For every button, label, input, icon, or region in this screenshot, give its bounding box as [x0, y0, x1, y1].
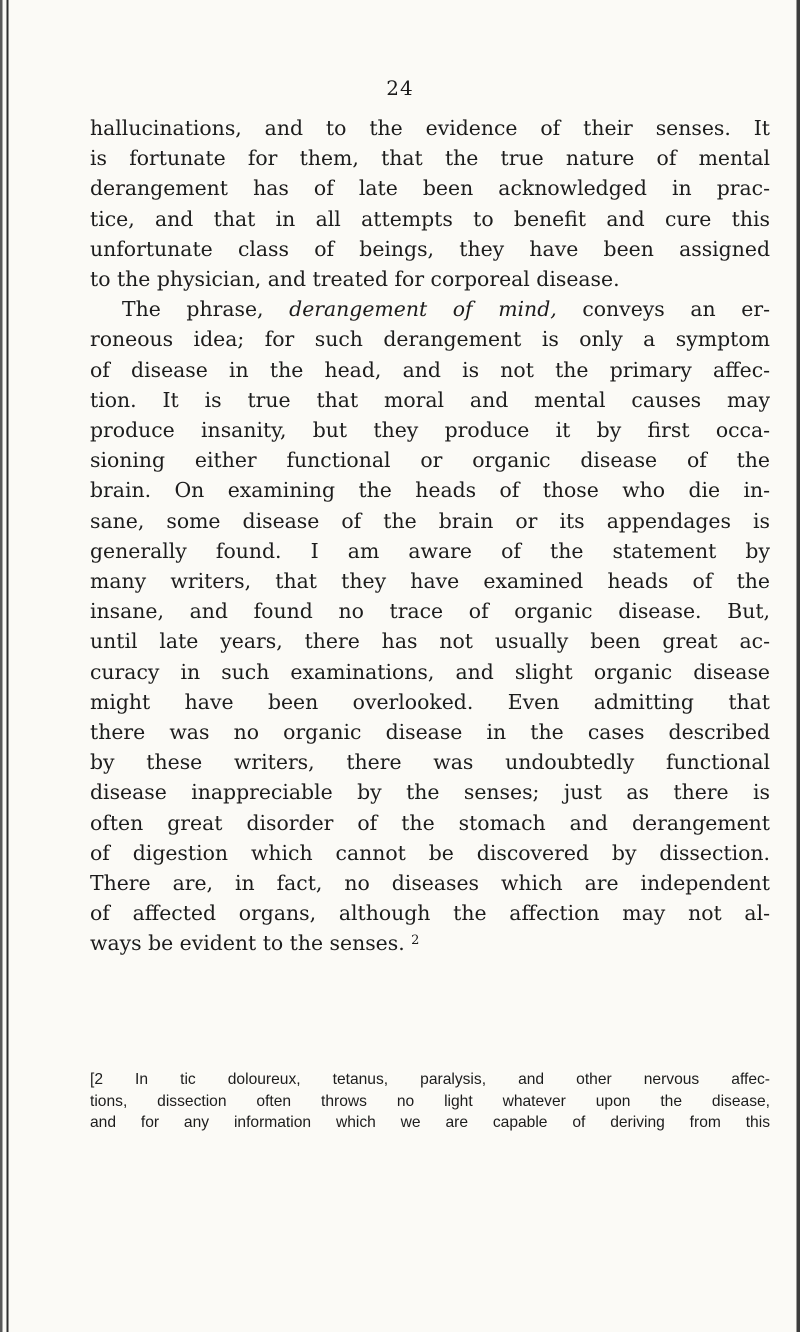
text-line: many writers, that they have examined heads of the [90, 569, 770, 594]
text-line: of disease in the head, and is not the primary affec- [90, 357, 770, 382]
text-fragment: The phrase, [122, 297, 290, 322]
page-number: 24 [386, 76, 414, 100]
text-line: there was no organic disease in the cases described [90, 720, 770, 745]
footnote-line: [2 In tic doloureux, tetanus, paralysis, and other nervous affec- [90, 1071, 770, 1088]
text-line: roneous idea; for such derangement is only a symptom [90, 327, 770, 352]
text-line: tice, and that in all attempts to benefit and cure this [90, 206, 770, 231]
footnote-reference: 2 [411, 933, 420, 949]
text-line: disease inappreciable by the senses; just as there is [90, 780, 770, 805]
text-line: of affected organs, although the affection may not al- [90, 901, 770, 926]
footnote-line: and for any information which we are capable of deriving from this [90, 1114, 770, 1131]
text-line: curacy in such examinations, and slight organic disease [90, 659, 770, 684]
text-line: produce insanity, but they produce it by first occa- [90, 418, 770, 443]
text-line: sane, some disease of the brain or its appendages is [90, 508, 770, 533]
footnote [90, 1069, 770, 1134]
text-line: by these writers, there was undoubtedly functional [90, 750, 770, 775]
text-line: derangement has of late been acknowledged in prac- [90, 176, 770, 201]
italic-phrase: derangement of mind, [289, 297, 557, 322]
text-line: There are, in fact, no diseases which are independent [90, 871, 770, 896]
text-line: is fortunate for them, that the true nature of mental [90, 146, 770, 171]
text-line: often great disorder of the stomach and derangement [90, 810, 770, 835]
page-left-edge [0, 0, 14, 1332]
page-right-edge [792, 0, 800, 1332]
footnote-line: tions, dissection often throws no light whatever upon the disease, [90, 1092, 770, 1110]
text-line: of digestion which cannot be discovered by dissection. [90, 840, 770, 865]
text-line: to the physician, and treated for corporeal disease. [90, 267, 620, 292]
text-fragment: conveys an er- [556, 297, 770, 322]
text-line-last [90, 928, 770, 958]
text-line: tion. It is true that moral and mental causes may [90, 387, 770, 412]
text-fragment: ways be evident to the senses. [90, 931, 405, 956]
paragraph-start-line [90, 294, 770, 324]
text-line: until late years, there has not usually been great ac- [90, 629, 770, 654]
text-line: might have been overlooked. Even admitting that [90, 689, 770, 714]
text-line: brain. On examining the heads of those who die in- [90, 478, 770, 503]
text-line: sioning either functional or organic disease of the [90, 448, 770, 473]
text-line: insane, and found no trace of organic disease. But, [90, 599, 770, 624]
text-line: hallucinations, and to the evidence of their senses. It [90, 116, 770, 140]
text-line: generally found. I am aware of the statement by [90, 538, 770, 563]
text-line: unfortunate class of beings, they have been assigned [90, 236, 770, 261]
body-text [90, 113, 770, 959]
